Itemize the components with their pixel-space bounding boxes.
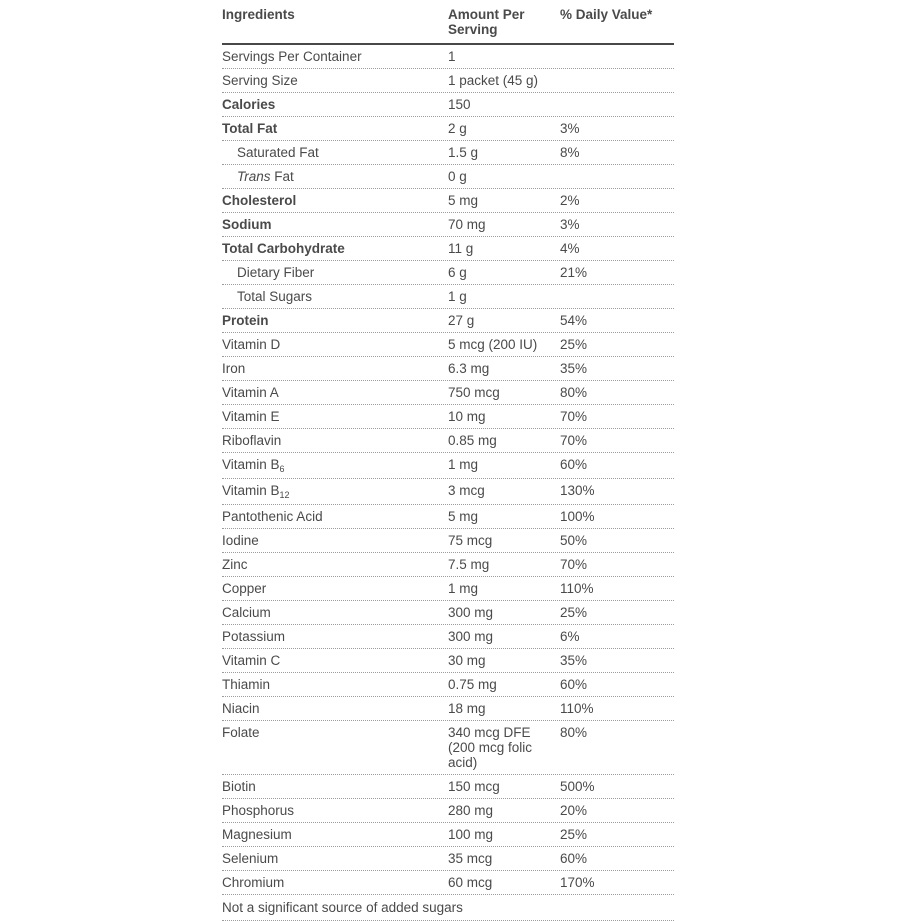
table-row: [222, 141, 674, 165]
amount-per-serving-value: 5 mcg (200 IU): [448, 337, 538, 352]
table-body: [222, 45, 674, 895]
daily-value-percent: 60%: [560, 851, 588, 866]
ingredient-label: Protein: [222, 313, 269, 328]
table-row: [222, 309, 674, 333]
daily-value-percent: 110%: [560, 581, 594, 596]
table-row: [222, 93, 674, 117]
daily-value-percent: 25%: [560, 605, 588, 620]
table-row: [222, 237, 674, 261]
amount-per-serving-value: 1: [448, 49, 456, 64]
amount-per-serving-value: 6 g: [448, 265, 467, 280]
ingredient-label: Vitamin A: [222, 385, 279, 400]
amount-per-serving-value: 27 g: [448, 313, 475, 328]
column-header-ingredients: Ingredients: [222, 7, 295, 22]
ingredient-label: Serving Size: [222, 73, 298, 88]
table-row: [222, 721, 674, 775]
daily-value-percent: 80%: [560, 725, 588, 740]
supplement-facts-table: [222, 3, 674, 921]
table-row: [222, 479, 674, 505]
amount-per-serving-value: 5 mg: [448, 193, 479, 208]
table-row: [222, 357, 674, 381]
table-row: [222, 697, 674, 721]
ingredient-label: Vitamin $B_6$: [222, 457, 285, 474]
daily-value-percent: 70%: [560, 557, 588, 572]
amount-per-serving-value: 70 mg: [448, 217, 486, 232]
daily-value-percent: 80%: [560, 385, 588, 400]
ingredient-label: Calories: [222, 97, 276, 112]
amount-per-serving-value: 750 mcg: [448, 385, 500, 400]
daily-value-percent: 35%: [560, 653, 588, 668]
table-row: [222, 649, 674, 673]
table-row: [222, 673, 674, 697]
daily-value-percent: 500%: [560, 779, 595, 794]
amount-per-serving-value: 1 g: [448, 289, 467, 304]
column-header-amount-per-serving: Amount Per Serving: [448, 7, 525, 37]
amount-per-serving-value: 18 mg: [448, 701, 486, 716]
ingredient-label: Total Fat: [222, 121, 278, 136]
amount-per-serving-value: 5 mg: [448, 509, 479, 524]
ingredient-label: Selenium: [222, 851, 279, 866]
daily-value-percent: 2%: [560, 193, 580, 208]
amount-per-serving-value: 300 mg: [448, 605, 494, 620]
daily-value-percent: 3%: [560, 121, 580, 136]
table-row: [222, 529, 674, 553]
amount-per-serving-value: 7.5 mg: [448, 557, 490, 572]
daily-value-percent: 130%: [560, 483, 595, 498]
amount-per-serving-value: 340 mcg DFE (200 mcg folic acid): [448, 725, 533, 770]
amount-per-serving-value: 0.85 mg: [448, 433, 497, 448]
amount-per-serving-value: 100 mg: [448, 827, 494, 842]
ingredient-label: Servings Per Container: [222, 49, 362, 64]
table-row: [222, 577, 674, 601]
amount-per-serving-value: 1 mg: [448, 581, 479, 596]
ingredient-label: Biotin: [222, 779, 256, 794]
daily-value-percent: 6%: [560, 629, 580, 644]
amount-per-serving-value: 35 mcg: [448, 851, 493, 866]
table-row: [222, 775, 674, 799]
table-row: [222, 847, 674, 871]
table-header-row: [222, 3, 674, 45]
ingredient-label: Vitamin E: [222, 409, 280, 424]
daily-value-percent: 54%: [560, 313, 588, 328]
table-row: [222, 189, 674, 213]
amount-per-serving-value: 1 mg: [448, 457, 479, 472]
ingredient-label: Chromium: [222, 875, 285, 890]
daily-value-percent: 25%: [560, 827, 588, 842]
daily-value-percent: 8%: [560, 145, 580, 160]
ingredient-label: Dietary Fiber: [237, 265, 315, 280]
added-sugars-footnote: Not a significant source of added sugars: [222, 895, 674, 921]
amount-per-serving-value: 0 g: [448, 169, 467, 184]
amount-per-serving-value: 0.75 mg: [448, 677, 497, 692]
ingredient-label: Phosphorus: [222, 803, 295, 818]
amount-per-serving-value: 1 packet (45 g): [448, 73, 539, 88]
ingredient-label: Vitamin D: [222, 337, 281, 352]
daily-value-percent: 35%: [560, 361, 588, 376]
table-row: [222, 505, 674, 529]
table-row: [222, 625, 674, 649]
table-row: [222, 45, 674, 69]
ingredient-label: Folate: [222, 725, 260, 740]
daily-value-percent: 20%: [560, 803, 588, 818]
table-row: [222, 117, 674, 141]
daily-value-percent: 70%: [560, 409, 588, 424]
ingredient-label: Vitamin C: [222, 653, 281, 668]
table-row: [222, 261, 674, 285]
table-row: [222, 405, 674, 429]
table-row: [222, 381, 674, 405]
daily-value-percent: 100%: [560, 509, 595, 524]
ingredient-label: Saturated Fat: [237, 145, 319, 160]
table-row: [222, 285, 674, 309]
ingredient-label: Iron: [222, 361, 246, 376]
ingredient-label: Riboflavin: [222, 433, 282, 448]
table-row: [222, 601, 674, 625]
daily-value-percent: 60%: [560, 457, 588, 472]
table-row: [222, 799, 674, 823]
amount-per-serving-value: 3 mcg: [448, 483, 485, 498]
ingredient-label: Iodine: [222, 533, 259, 548]
table-row: [222, 333, 674, 357]
ingredient-label: Zinc: [222, 557, 248, 572]
daily-value-percent: 4%: [560, 241, 580, 256]
amount-per-serving-value: 75 mcg: [448, 533, 493, 548]
daily-value-percent: 110%: [560, 701, 594, 716]
daily-value-percent: 70%: [560, 433, 588, 448]
ingredient-label: Cholesterol: [222, 193, 297, 208]
table-row: [222, 553, 674, 577]
ingredient-label: Total Carbohydrate: [222, 241, 345, 256]
ingredient-label: Sodium: [222, 217, 272, 232]
amount-per-serving-value: 11 g: [448, 241, 474, 256]
amount-per-serving-value: 10 mg: [448, 409, 486, 424]
ingredient-label: Vitamin $B_{12}$: [222, 483, 290, 500]
table-row: [222, 429, 674, 453]
table-row: [222, 871, 674, 895]
ingredient-label: Pantothenic Acid: [222, 509, 323, 524]
amount-per-serving-value: 280 mg: [448, 803, 494, 818]
column-header-daily-value: % Daily Value*: [560, 7, 653, 22]
amount-per-serving-value: 300 mg: [448, 629, 494, 644]
amount-per-serving-value: 150: [448, 97, 471, 112]
amount-per-serving-value: 2 g: [448, 121, 467, 136]
ingredient-label: Total Sugars: [237, 289, 313, 304]
ingredient-label: Magnesium: [222, 827, 292, 842]
table-row: [222, 165, 674, 189]
amount-per-serving-value: 30 mg: [448, 653, 486, 668]
table-row: [222, 69, 674, 93]
amount-per-serving-value: 6.3 mg: [448, 361, 490, 376]
daily-value-percent: 25%: [560, 337, 588, 352]
daily-value-percent: 3%: [560, 217, 580, 232]
table-row: [222, 213, 674, 237]
ingredient-label: Copper: [222, 581, 267, 596]
ingredient-label: Thiamin: [222, 677, 271, 692]
daily-value-percent: 50%: [560, 533, 588, 548]
daily-value-percent: 170%: [560, 875, 595, 890]
amount-per-serving-value: 1.5 g: [448, 145, 479, 160]
ingredient-label: Calcium: [222, 605, 271, 620]
ingredient-label: Trans Fat: [237, 169, 294, 184]
amount-per-serving-value: 150 mcg: [448, 779, 500, 794]
table-row: [222, 823, 674, 847]
ingredient-label: Niacin: [222, 701, 260, 716]
daily-value-percent: 60%: [560, 677, 588, 692]
daily-value-percent: 21%: [560, 265, 588, 280]
table-row: [222, 453, 674, 479]
ingredient-label: Potassium: [222, 629, 286, 644]
amount-per-serving-value: 60 mcg: [448, 875, 493, 890]
